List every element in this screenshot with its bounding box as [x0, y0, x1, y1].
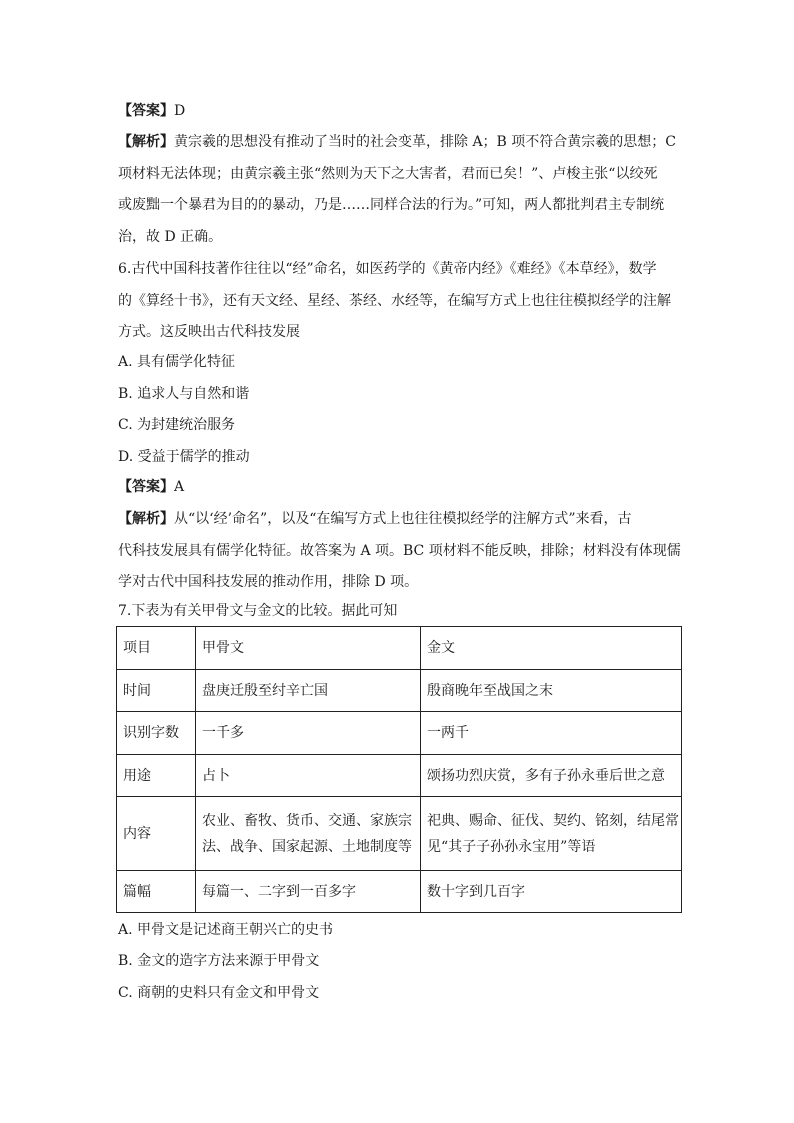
analysis-line: 学对古代中国科技发展的推动作用，排除 D 项。 [118, 574, 419, 590]
table-cell: 用途 [117, 755, 196, 797]
q6-option-a: A. 具有儒学化特征 [118, 354, 236, 370]
table-cell: 一两千 [421, 712, 682, 755]
analysis-line: 从“以‘经’命名”，以及“在编写方式上也往往模拟经学的注解方式”来看，古 [174, 511, 632, 527]
q6-answer [118, 472, 684, 504]
table-row [117, 712, 682, 755]
stem-line: 的《算经十书》，还有天文经、星经、茶经、水经等，在编写方式上也往往模拟经学的注解 [118, 292, 671, 309]
table-cell: 占卜 [196, 755, 421, 797]
table-cell: 盘庚迁殷至纣辛亡国 [196, 670, 421, 712]
q6-option-d: D. 受益于儒学的推动 [118, 449, 250, 465]
table-cell: 农业、畜牧、货币、交通、家族宗 法、战争、国家起源、土地制度等 [196, 797, 421, 871]
answer-value: D [174, 103, 186, 119]
stem-line: 方式。这反映出古代科技发展 [118, 324, 300, 340]
q5-answer [118, 96, 684, 128]
analysis-line: 治，故 D 正确。 [118, 228, 223, 245]
table-row [117, 755, 682, 797]
q7-option-a: A. 甲骨文是记述商王朝兴亡的史书 [118, 922, 334, 938]
stem-line: 6.古代中国科技著作往往以“经”命名，如医药学的《黄帝内经》《难经》《本草经》，数学 [118, 261, 657, 277]
answer-tag: 【答案】 [118, 479, 174, 495]
table-cell: 一千多 [196, 712, 421, 755]
q6-option-b: B. 追求人与自然和谐 [118, 386, 250, 402]
table-cell: 内容 [117, 797, 196, 871]
q7-stem [118, 596, 684, 628]
answer-tag: 【答案】 [118, 103, 174, 119]
table-cell: 数十字到几百字 [421, 871, 682, 913]
table-row [117, 670, 682, 712]
answer-value: A [174, 479, 185, 495]
q6-stem [118, 254, 684, 349]
table-cell: 殷商晚年至战国之末 [421, 670, 682, 712]
table-cell: 颂扬功烈庆赏，多有子孙永垂后世之意 [421, 755, 682, 797]
table-row [117, 797, 682, 871]
analysis-line: 代科技发展具有儒学化特征。故答案为 A 项。BC 项材料不能反映，排除；材料没有体现儒 [118, 542, 681, 559]
q7-option-b: B. 金文的造字方法来源于甲骨文 [118, 953, 320, 969]
table-cell: 时间 [117, 670, 196, 712]
q5-analysis [118, 127, 684, 253]
analysis-tag: 【解析】 [118, 511, 174, 527]
analysis-line: 黄宗羲的思想没有推动了当时的社会变革，排除 A；B 项不符合黄宗羲的思想；C [174, 134, 677, 150]
q6-analysis [118, 504, 684, 599]
table-row [117, 871, 682, 913]
table-row [117, 627, 682, 670]
table-cell: 项目 [117, 627, 196, 670]
analysis-line: 或废黜一个暴君为目的的暴动，乃是……同样合法的行为。”可知，两人都批判君主专制统 [118, 197, 665, 213]
table-cell: 祀典、赐命、征伐、契约、铭刻，结尾常 见“其子子孙孙永宝用”等语 [421, 797, 682, 871]
q7-option-c: C. 商朝的史料只有金文和甲骨文 [118, 985, 320, 1001]
stem-line: 7.下表为有关甲骨文与金文的比较。据此可知 [118, 603, 398, 619]
table-cell: 甲骨文 [196, 627, 421, 670]
table-cell: 识别字数 [117, 712, 196, 755]
table-cell: 篇幅 [117, 871, 196, 913]
analysis-line: 项材料无法体现；由黄宗羲主张“然则为天下之大害者，君而已矣！”、卢梭主张“以绞死 [118, 165, 658, 182]
table-cell: 每篇一、二字到一百多字 [196, 871, 421, 913]
analysis-tag: 【解析】 [118, 134, 174, 150]
table-cell: 金文 [421, 627, 682, 670]
q6-option-c: C. 为封建统治服务 [118, 417, 236, 433]
comparison-table [116, 626, 682, 913]
